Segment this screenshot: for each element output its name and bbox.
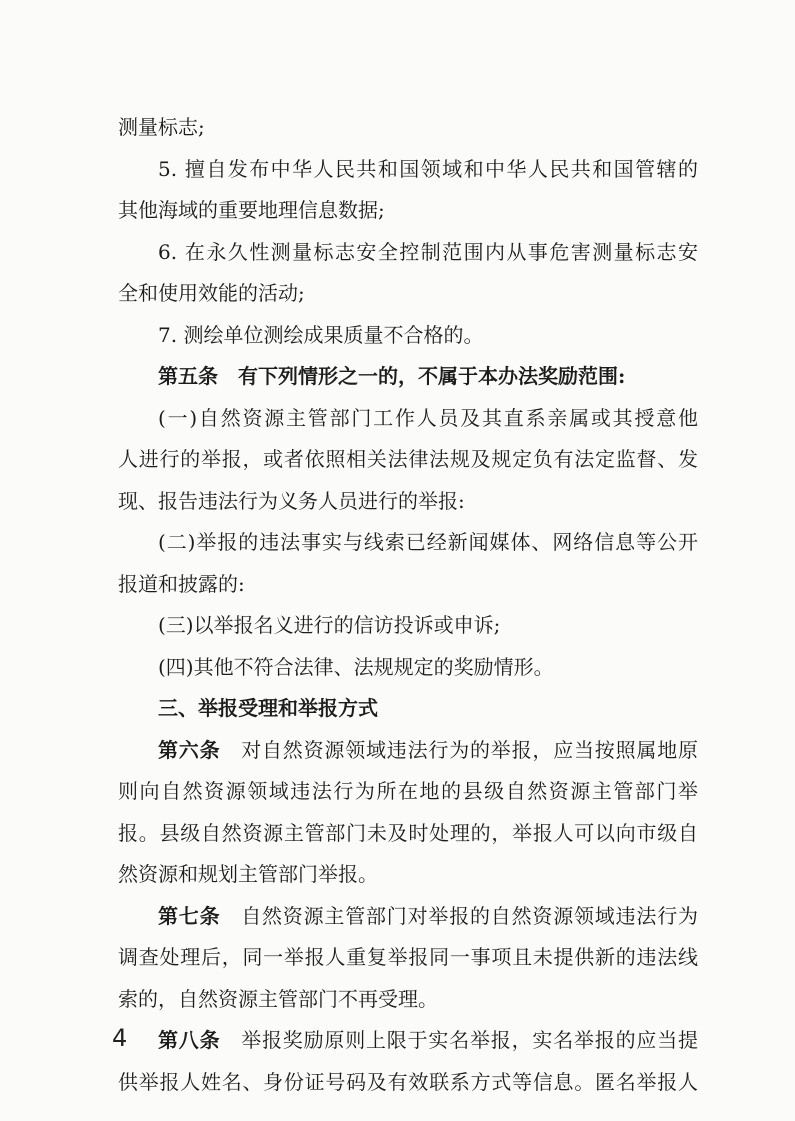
text-line: 其他海域的重要地理信息数据; [118, 198, 385, 222]
body-text [118, 107, 698, 1103]
text-line: 然资源和规划主管部门举报。 [118, 862, 378, 886]
text-line: 6. 在永久性测量标志安全控制范围内从事危害测量标志安 [158, 239, 698, 264]
text-line: 报。县级自然资源主管部门未及时处理的，举报人可以向市级自 [118, 820, 698, 845]
text-line: 供举报人姓名、身份证号码及有效联系方式等信息。匿名举报人 [118, 1069, 698, 1094]
text-line: (四)其他不符合法律、法规规定的奖励情形。 [158, 654, 554, 679]
text-line: 7. 测绘单位测绘成果质量不合格的。 [158, 322, 484, 347]
article-8-line: 第八条 举报奖励原则上限于实名举报，实名举报的应当提 [158, 1028, 699, 1052]
article-6-line: 第六条 对自然资源领域违法行为的举报，应当按照属地原 [158, 737, 699, 762]
text-line: 现、报告违法行为义务人员进行的举报: [118, 488, 465, 513]
text-line: (二)举报的违法事实与线索已经新闻媒体、网络信息等公开 [158, 530, 698, 554]
text-line: (三)以举报名义进行的信访投诉或申诉; [158, 613, 501, 637]
text-line: 报道和披露的: [118, 571, 245, 596]
text-line: 索的，自然资源主管部门不再受理。 [118, 986, 438, 1011]
article-5-line: 第五条 有下列情形之一的，不属于本办法奖励范围: [158, 364, 626, 388]
text-line: 5. 擅自发布中华人民共和国领域和中华人民共和国管辖的 [158, 156, 698, 181]
article-label: 第五条 [158, 364, 218, 388]
article-7-line: 第七条 自然资源主管部门对举报的自然资源领域违法行为 [158, 903, 699, 928]
text-line: 人进行的举报，或者依照相关法律法规及规定负有法定监督、发 [118, 447, 698, 471]
text-line: 调查处理后，同一举报人重复举报同一事项且未提供新的违法线 [118, 945, 698, 969]
text-line: 测量标志; [118, 115, 205, 139]
text-line: 全和使用效能的活动; [118, 281, 305, 305]
text-line: (一)自然资源主管部门工作人员及其直系亲属或其授意他 [158, 405, 698, 430]
article-label: 第八条 [158, 1028, 221, 1052]
article-label: 第七条 [158, 903, 221, 928]
section-heading: 三、举报受理和举报方式 [158, 696, 378, 720]
text-line: 则向自然资源领域违法行为所在地的县级自然资源主管部门举 [118, 779, 698, 803]
page-number: 4 [112, 1024, 128, 1052]
article-label: 第六条 [158, 737, 221, 762]
